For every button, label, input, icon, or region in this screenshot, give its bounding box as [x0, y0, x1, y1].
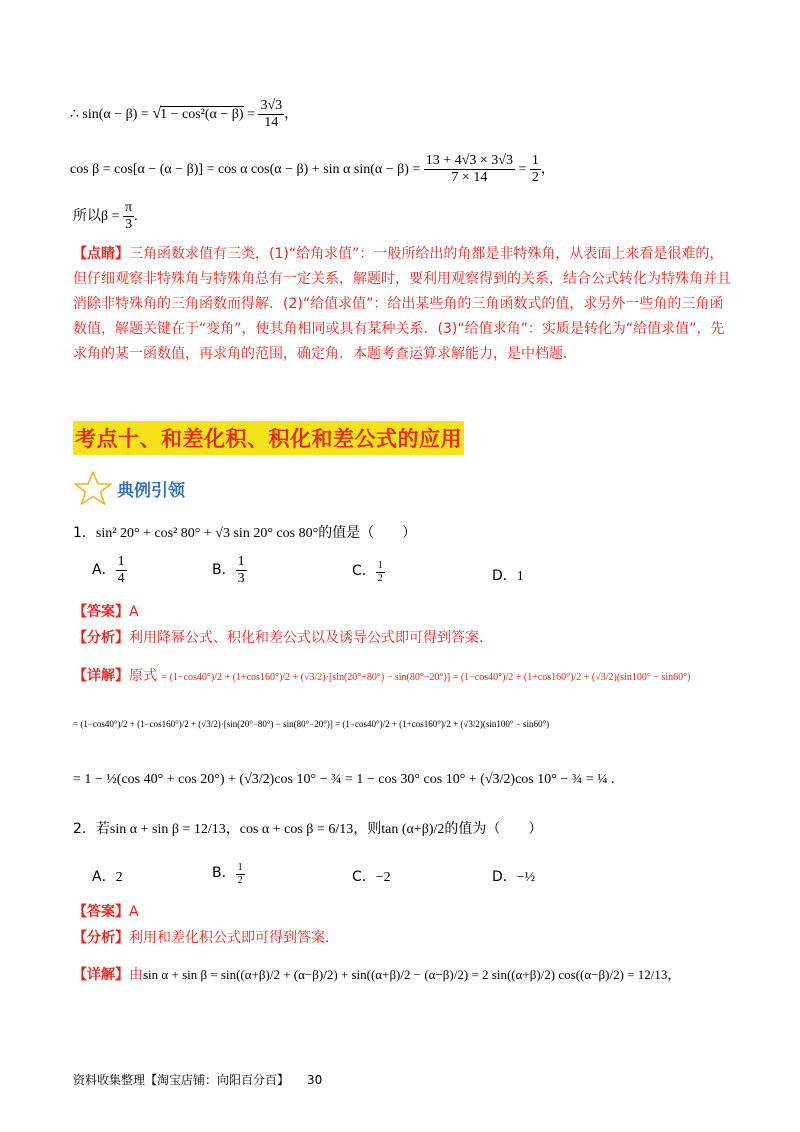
proof-line3-frac [123, 200, 134, 233]
q1-detail-line1: = (1−cos40°)/2 + (1+cos160°)/2 + (√3/2)·[sin(20°+80°) − sin(80°−20°)] = (1−cos40°)/2 + (1+cos160°)/2 + (√3/2)(sin100° − sin60°) [161, 672, 691, 683]
proof-line-3 [73, 200, 138, 233]
q2-stem-b: sin α + sin β = 12/13 [109, 822, 226, 837]
q1-number: 1． [73, 525, 96, 541]
proof-line1-sqrt: 1 − cos²(α − β) [160, 106, 244, 122]
proof-line1-frac [258, 98, 284, 131]
q1-answer-tag: 【答案】 [73, 604, 129, 620]
q1-option-c[interactable] [352, 560, 385, 584]
dianjing-text: 三角函数求值有三类，(1)“给角求值”：一般所给出的角都是非特殊角，从表面上来看是很难的，但仔细观察非特殊角与特殊角总有一定关系，解题时，要利用观察得到的关系，结合公式转化为特殊角并且消除非特殊角的三角函数而得解．(2)“给值求值”：给出某些角的三角函数式的值，求另外一些角的三角函数值，解题关键在于“变角”，使其角相同或具有某种关系．(3)“给值求角”：实质是转化为“给值求值”，先求角的某一函数值，再求角的范围，确定角．本题考查运算求解能力，是中档题． [73, 246, 731, 362]
q2-stem-f: tan (α+β)/2 [381, 822, 445, 837]
example-badge-label: 典例引领 [117, 481, 185, 501]
q1-stem [73, 522, 416, 542]
q2-answer-tag: 【答案】 [73, 904, 129, 920]
q2-option-a[interactable] [92, 866, 123, 886]
q1-option-a-den: 4 [117, 571, 125, 587]
q1-option-d-value: 1 [516, 569, 524, 584]
proof-line3-den: 3 [125, 217, 133, 233]
proof-line1-left: ∴ sin(α − β) = [70, 106, 153, 122]
q1-option-a-label: A． [92, 561, 116, 578]
proof-line3-math: β = [101, 208, 124, 224]
q2-option-d-label: D． [492, 869, 517, 885]
proof-line2-rnum: 1 [530, 153, 541, 170]
q2-analysis-tag: 【分析】 [73, 930, 129, 946]
q1-answer [73, 600, 139, 625]
proof-line1-den: 14 [264, 115, 279, 131]
q1-expr: sin² 20° + cos² 80° + √3 sin 20° cos 80° [95, 526, 319, 541]
q1-option-b-frac [236, 554, 247, 587]
section-heading: 考点十、和差化积、积化和差公式的应用 [73, 421, 464, 455]
q2-option-a-value: 2 [115, 870, 123, 885]
q2-stem [73, 818, 542, 838]
q2-answer [73, 900, 139, 925]
page-footer [73, 1071, 322, 1088]
star-icon [73, 470, 113, 506]
proof-line-1: ∴ sin(α − β) = √1 − cos²(α − β) = $\frac{3√3}{14}$ ， [70, 98, 299, 131]
q2-option-b-den: 2 [237, 874, 243, 886]
q1-analysis [73, 626, 493, 651]
q1-option-b[interactable] [212, 554, 247, 587]
q1-detail-line3-wrap [73, 772, 615, 788]
q2-option-c-label: C． [352, 869, 376, 885]
q2-stem-g: 的值为（ ） [444, 821, 543, 837]
proof-line1-end: ， [284, 106, 299, 122]
q2-detail [73, 962, 733, 988]
dianjing-tag: 【点睛】 [73, 246, 129, 262]
example-badge [73, 470, 203, 504]
proof-line2-rden: 2 [531, 170, 539, 186]
q2-answer-value: A [129, 904, 139, 920]
proof-line3-num: π [123, 200, 134, 217]
q1-option-c-frac [376, 560, 385, 584]
proof-line2-rfrac [530, 153, 541, 186]
dianjing-paragraph [73, 242, 733, 367]
q1-analysis-text: 利用降幂公式、积化和差公式以及诱导公式即可得到答案． [129, 630, 493, 646]
proof-line-2 [70, 153, 555, 186]
q2-number: 2． [73, 821, 96, 837]
q2-option-b[interactable] [212, 862, 245, 886]
q1-detail-prefix: 原式 [129, 668, 157, 684]
proof-line3-prefix: 所以 [73, 207, 101, 224]
q1-detail-line3: = 1 − ½(cos 40° + cos 20°) + (√3/2)cos 10° − ¾ = 1 − cos 30° cos 10° + (√3/2)cos 10° − ¾ = ¼ . [73, 772, 615, 787]
q1-option-a[interactable] [92, 554, 127, 587]
q1-option-b-num: 1 [236, 554, 247, 571]
q2-stem-d: cos α + cos β = 6/13 [239, 822, 354, 837]
q2-option-c-value: −2 [375, 870, 391, 885]
footer-text: 资料收集整理【淘宝店铺：向阳百分百】 [73, 1073, 290, 1087]
q2-option-b-num: 1 [237, 862, 243, 873]
proof-line1-num: 3√3 [258, 98, 284, 115]
proof-line2-end: ， [540, 161, 555, 177]
q1-option-c-num: 1 [377, 560, 383, 571]
proof-line3-end: . [134, 208, 138, 224]
q1-option-c-den: 2 [377, 572, 383, 584]
q1-option-c-label: C． [352, 563, 376, 580]
q1-option-a-frac [116, 554, 127, 587]
q2-detail-math: sin α + sin β = sin((α+β)/2 + (α−β)/2) + sin((α+β)/2 − (α−β)/2) = 2 sin((α+β)/2) cos((α−β)/2) = 12/13， [143, 967, 681, 982]
q2-stem-e: ，则 [353, 821, 382, 837]
proof-line2-left: cos β = cos[α − (α − β)] = cos α cos(α − β) + sin α sin(α − β) = [70, 161, 424, 177]
q2-analysis-text: 利用和差化积公式即可得到答案． [129, 930, 339, 946]
q1-analysis-tag: 【分析】 [73, 630, 129, 646]
q2-detail-prefix: 由 [129, 967, 143, 983]
q1-option-b-den: 3 [237, 571, 245, 587]
q1-detail-line2-wrap [73, 716, 733, 732]
q1-answer-value: A [129, 604, 139, 620]
proof-line1-eq: = [243, 106, 259, 122]
q1-option-b-label: B． [212, 561, 236, 578]
q2-option-a-label: A． [92, 869, 116, 885]
q2-option-b-label: B． [212, 865, 236, 882]
q1-detail [73, 664, 733, 690]
q2-stem-c: ， [225, 821, 240, 837]
q2-option-b-frac [236, 862, 245, 886]
q1-detail-tag: 【详解】 [73, 668, 129, 684]
q1-option-d-label: D． [492, 568, 517, 584]
q1-detail-line2: = (1−cos40°)/2 + (1−cos160°)/2 + (√3/2)·[sin(20°−80°) − sin(80°−20°)] = (1−cos40°)/2 + (1+cos160°)/2 + (√3/2)(sin100° − sin60°) [73, 719, 550, 729]
proof-line2-frac [424, 153, 515, 186]
proof-line2-eq: = [514, 161, 530, 177]
q2-analysis [73, 926, 339, 951]
q1-suffix: 的值是（ ） [318, 525, 417, 541]
q2-detail-tag: 【详解】 [73, 967, 129, 983]
q2-option-d[interactable] [492, 866, 535, 886]
q2-stem-a: 若 [95, 821, 110, 837]
proof-line2-den: 7 × 14 [451, 170, 488, 186]
q1-option-a-num: 1 [116, 554, 127, 571]
proof-line2-num: 13 + 4√3 × 3√3 [424, 153, 515, 170]
page-number: 30 [307, 1073, 323, 1087]
q2-option-d-value: −½ [516, 870, 536, 885]
q1-option-d[interactable] [492, 565, 524, 585]
q2-option-c[interactable] [352, 866, 391, 886]
